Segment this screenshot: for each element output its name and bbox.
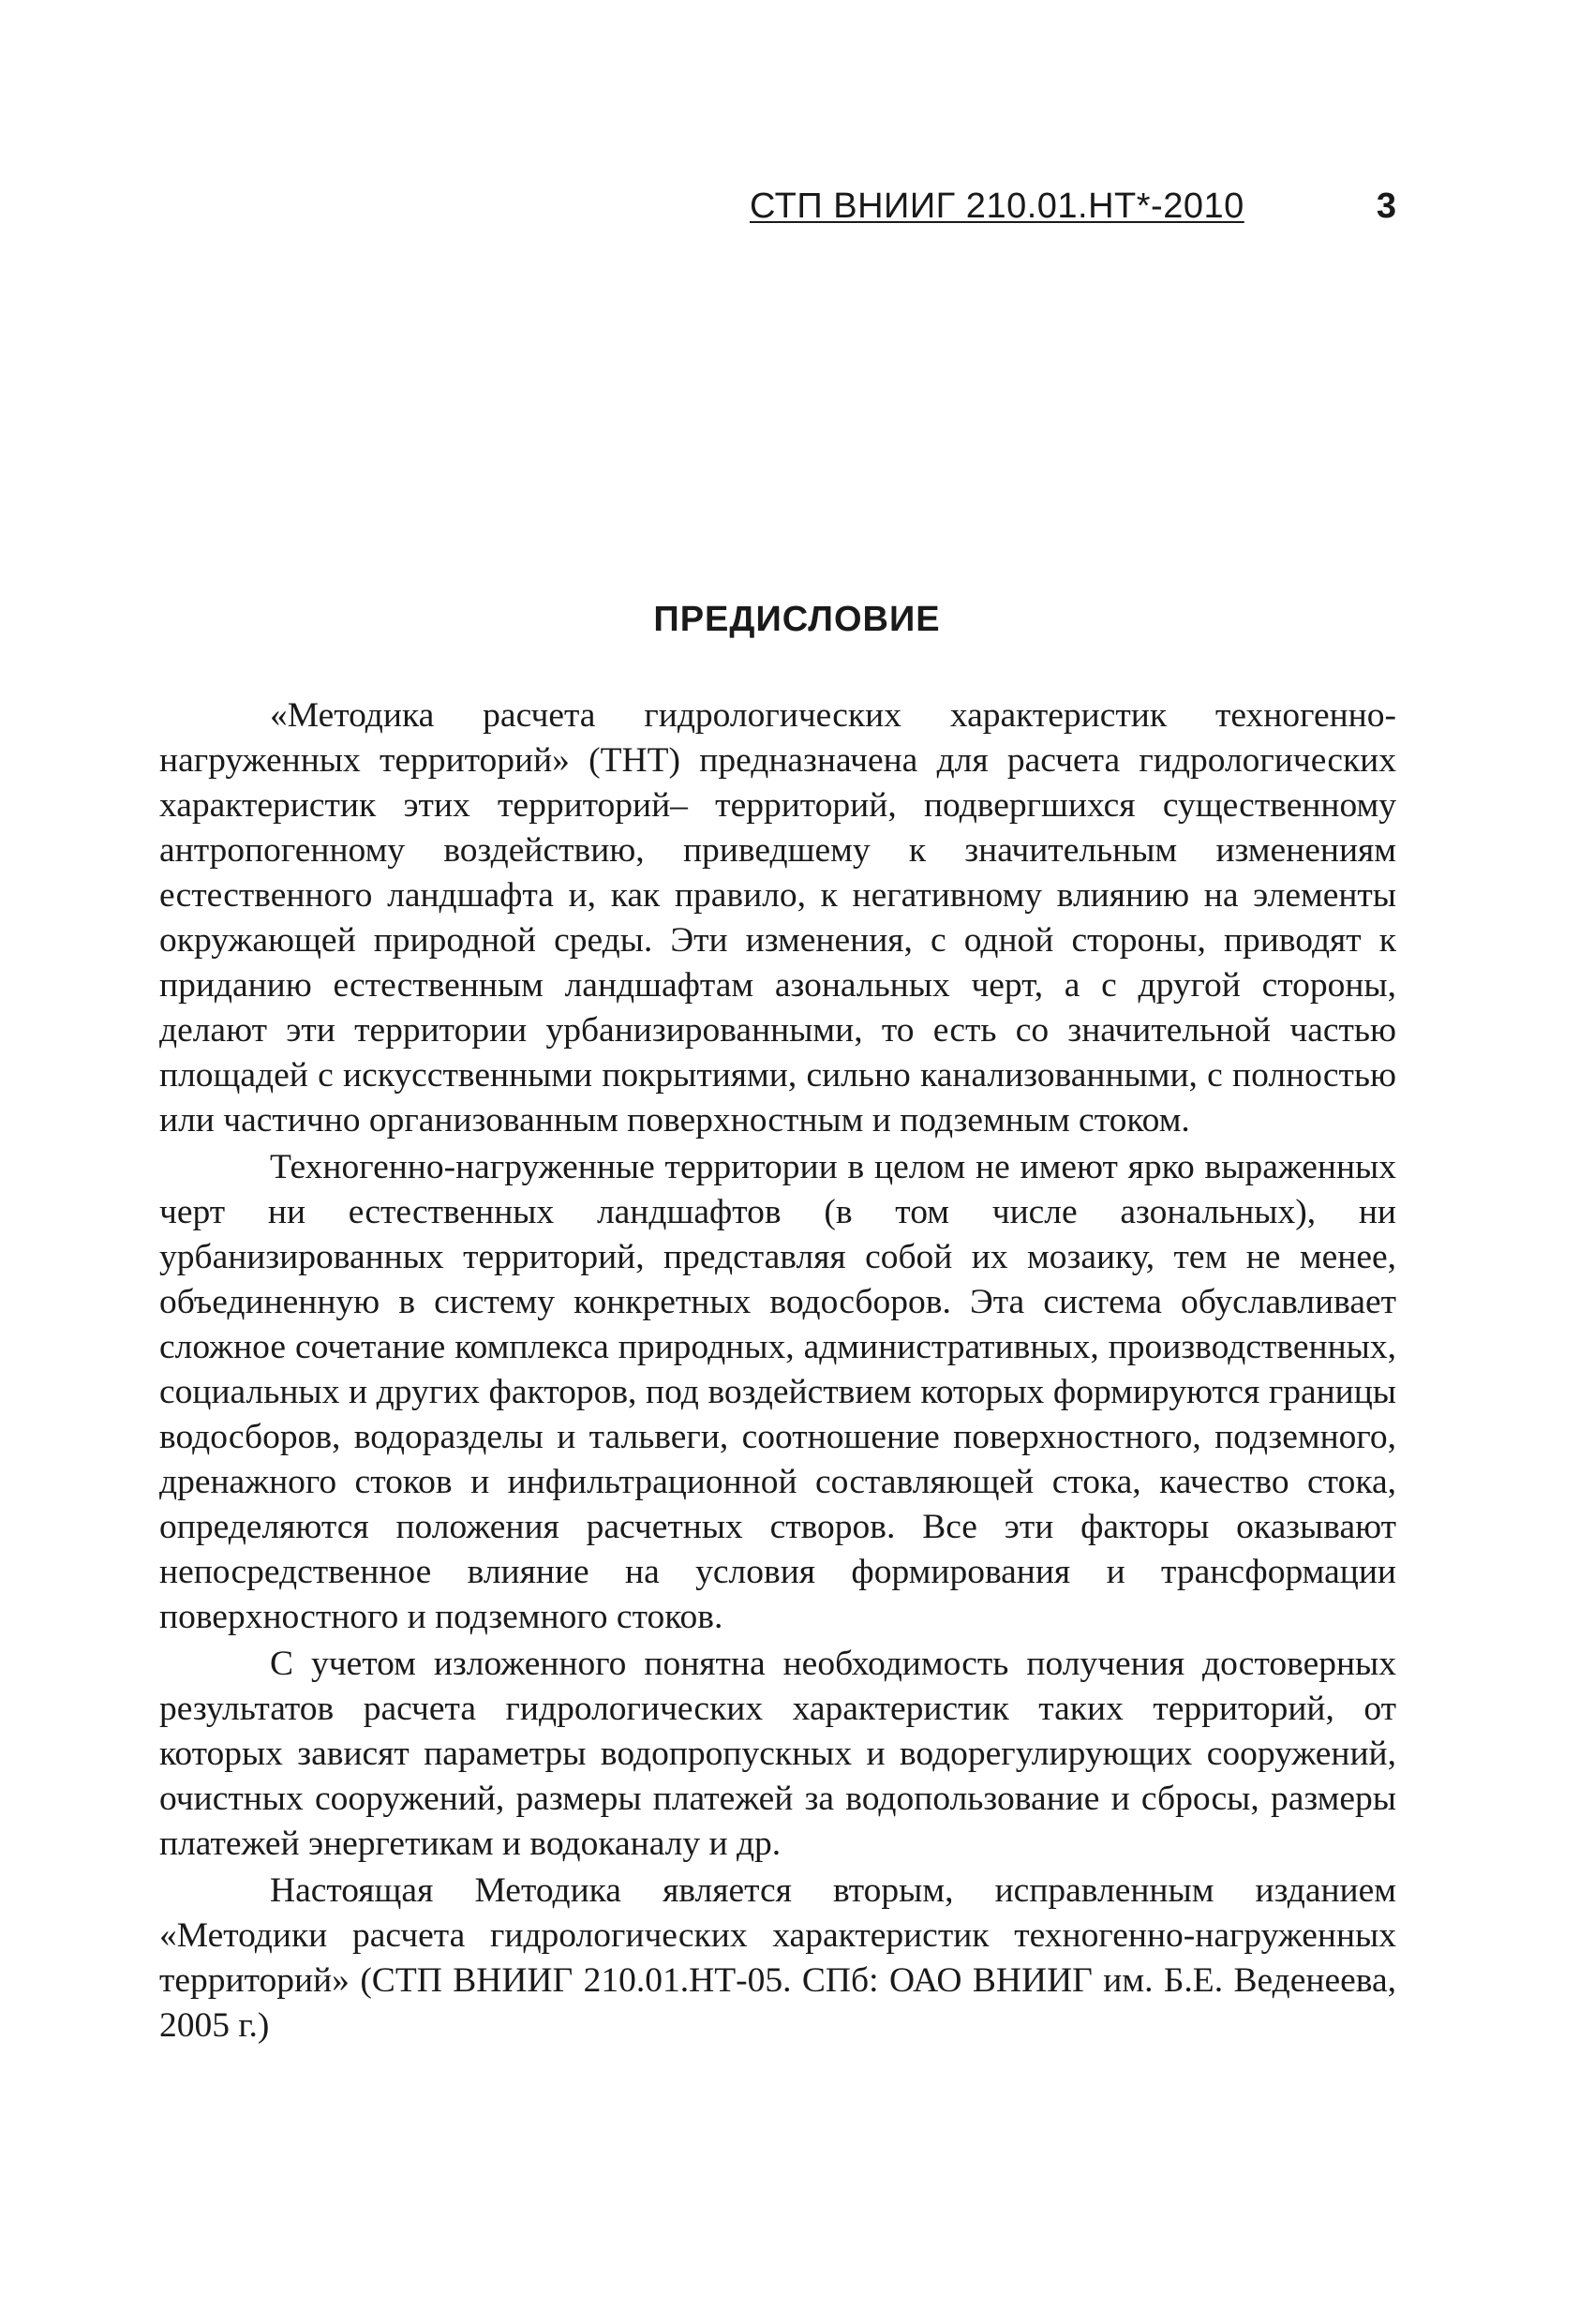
page-header bbox=[750, 178, 1396, 234]
body-text bbox=[159, 693, 1396, 2050]
paragraph: «Методика расчета гидрологических характеристик техногенно-нагруженных территорий» (ТНТ) предназначена для расчета гидрологических характеристик этих территорий– территорий, подвергшихся существенному антропогенному воздействию, приведшему к значительным изменениям естественного ландшафта и, как правило, к негативному влиянию на элементы окружающей природной среды. Эти изменения, с одной стороны, приводят к приданию естественным ландшафтам азональных черт, а с другой стороны, делают эти территории урбанизированными, то есть со значительной частью площадей с искусственными покрытиями, сильно канализованными, с полностью или частично организованным поверхностным и подземным стоком. bbox=[159, 696, 1396, 1140]
section-title: ПРЕДИСЛОВИЕ bbox=[653, 600, 941, 639]
paragraph: Настоящая Методика является вторым, исправленным изданием «Методики расчета гидрологических характеристик техногенно-нагруженных территорий» (СТП ВНИИГ 210.01.НТ-05. СПб: ОАО ВНИИГ им. Б.Е. Веденеева, 2005 г.) bbox=[159, 1871, 1396, 2045]
page-number: 3 bbox=[1376, 186, 1396, 226]
document-code: СТП ВНИИГ 210.01.НТ*-2010 bbox=[750, 186, 1244, 226]
paragraph: Техногенно-нагруженные территории в целом не имеют ярко выраженных черт ни естественных ландшафтов (в том числе азональных), ни урбанизированных территорий, представляя собой их мозаику, тем не менее, объединенную в систему конкретных водосборов. Эта система обуславливает сложное сочетание комплекса природных, административных, производственных, социальных и других факторов, под воздействием которых формируются границы водосборов, водоразделы и тальвеги, соотношение поверхностного, подземного, дренажного стоков и инфильтрационной составляющей стока, качество стока, определяются положения расчетных створов. Все эти факторы оказывают непосредственное влияние на условия формирования и трансформации поверхностного и подземного стоков. bbox=[159, 1148, 1396, 1636]
paragraph: С учетом изложенного понятна необходимость получения достоверных результатов расчета гидрологических характеристик таких территорий, от которых зависят параметры водопропускных и водорегулирующих сооружений, очистных сооружений, размеры платежей за водопользование и сбросы, размеры платежей энергетикам и водоканалу и др. bbox=[159, 1645, 1396, 1863]
